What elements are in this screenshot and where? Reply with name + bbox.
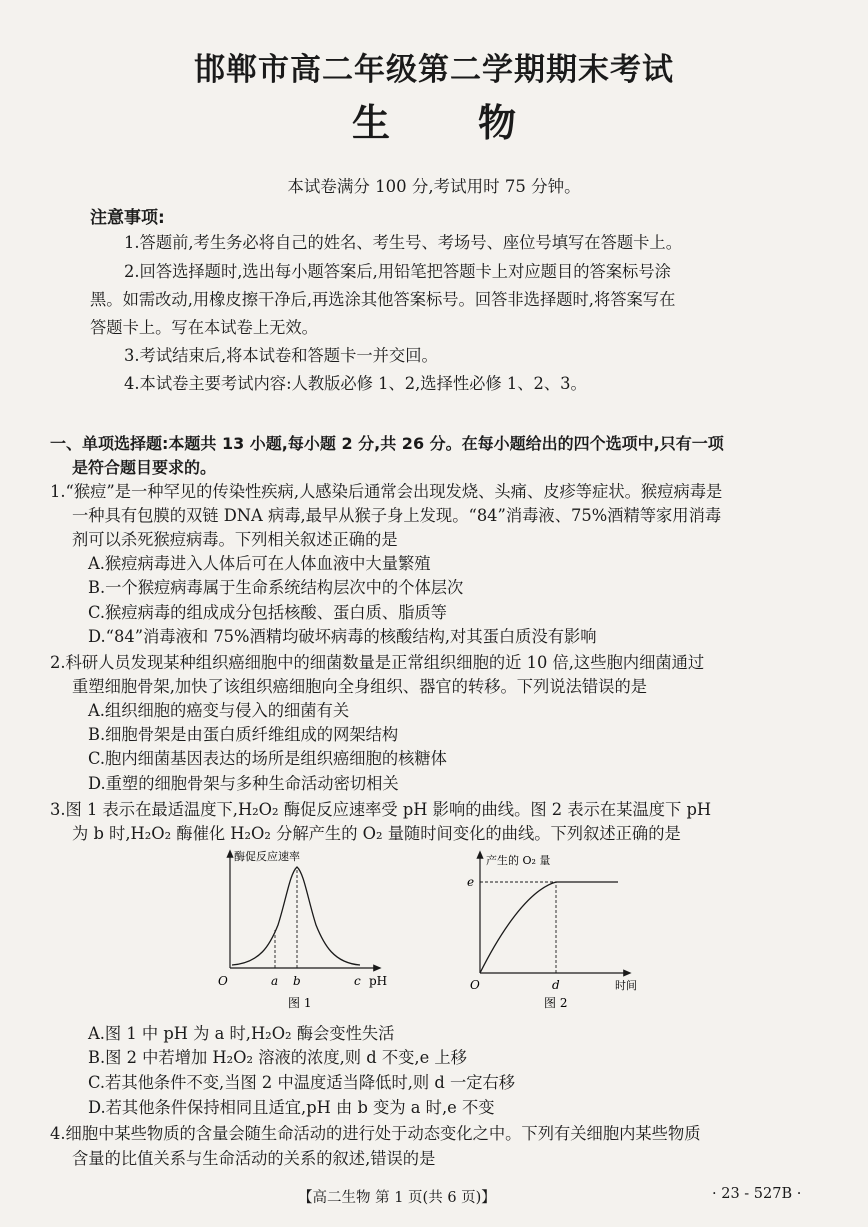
question-2-option-c: C.胞内细菌基因表达的场所是组织癌细胞的核糖体 xyxy=(88,749,447,768)
exam-info: 本试卷满分 100 分,考试用时 75 分钟。 xyxy=(287,177,581,196)
subject-title: 生物 xyxy=(351,101,604,145)
figure-1-tick-b: b xyxy=(293,974,301,988)
figure-2-tick-e: e xyxy=(467,875,475,889)
figure-1-caption: 图 1 xyxy=(288,996,312,1010)
exam-title: 邯郸市高二年级第二学期期末考试 xyxy=(194,52,674,88)
figure-1-curve xyxy=(232,867,360,965)
figure-2-origin: O xyxy=(470,978,480,992)
figure-2-xlabel: 时间 xyxy=(615,979,637,992)
notice-line: 3.考试结束后,将本试卷和答题卡一并交回。 xyxy=(124,346,438,365)
figure-1-xlabel: pH xyxy=(369,974,388,988)
question-2-option-d: D.重塑的细胞骨架与多种生命活动密切相关 xyxy=(88,774,399,793)
question-1-stem: 1.“猴痘”是一种罕见的传染性疾病,人感染后通常会出现发烧、头痛、皮疹等症状。猴痘病毒是 xyxy=(50,482,723,501)
question-1-stem: 一种具有包膜的双链 DNA 病毒,最早从猴子身上发现。“84”消毒液、75%酒精等家用消毒 xyxy=(72,506,722,525)
figure-2-ylabel: 产生的 O₂ 量 xyxy=(486,854,551,867)
question-3-stem: 3.图 1 表示在最适温度下,H₂O₂ 酶促反应速率受 pH 影响的曲线。图 2 表示在某温度下 pH xyxy=(50,800,712,819)
figure-1-tick-a: a xyxy=(271,974,279,988)
notice-line: 4.本试卷主要考试内容:人教版必修 1、2,选择性必修 1、2、3。 xyxy=(124,374,587,393)
figure-2-curve xyxy=(480,882,618,973)
question-4-stem: 含量的比值关系与生命活动的关系的叙述,错误的是 xyxy=(72,1149,436,1168)
notice-line: 答题卡上。写在本试卷上无效。 xyxy=(90,318,318,337)
question-3-option-a: A.图 1 中 pH 为 a 时,H₂O₂ 酶会变性失活 xyxy=(88,1024,395,1043)
question-3-option-c: C.若其他条件不变,当图 2 中温度适当降低时,则 d 一定右移 xyxy=(88,1073,516,1092)
question-1-option-a: A.猴痘病毒进入人体后可在人体血液中大量繁殖 xyxy=(88,554,431,573)
question-4-stem: 4.细胞中某些物质的含量会随生命活动的进行处于动态变化之中。下列有关细胞内某些物质 xyxy=(50,1124,701,1143)
question-1-option-d: D.“84”消毒液和 75%酒精均破坏病毒的核酸结构,对其蛋白质没有影响 xyxy=(88,627,597,646)
question-1-option-c: C.猴痘病毒的组成成分包括核酸、蛋白质、脂质等 xyxy=(88,603,447,622)
figure-1 xyxy=(200,845,400,1015)
question-1-option-b: B.一个猴痘病毒属于生命系统结构层次中的个体层次 xyxy=(88,578,464,597)
figure-1-origin: O xyxy=(218,974,228,988)
section-heading: 一、单项选择题:本题共 13 小题,每小题 2 分,共 26 分。在每小题给出的四个选项中,只有一项 xyxy=(50,434,724,453)
question-3-option-b: B.图 2 中若增加 H₂O₂ 溶液的浓度,则 d 不变,e 上移 xyxy=(88,1048,467,1067)
notice-heading: 注意事项: xyxy=(90,208,165,228)
notice-line: 2.回答选择题时,选出每小题答案后,用铅笔把答题卡上对应题目的答案标号涂 xyxy=(124,262,671,281)
question-2-stem: 2.科研人员发现某种组织癌细胞中的细菌数量是正常组织细胞的近 10 倍,这些胞内细菌通过 xyxy=(50,653,705,672)
section-heading-cont: 是符合题目要求的。 xyxy=(72,458,217,477)
notice-line: 1.答题前,考生务必将自己的姓名、考生号、考场号、座位号填写在答题卡上。 xyxy=(124,233,682,252)
question-2-option-b: B.细胞骨架是由蛋白质纤维组成的网架结构 xyxy=(88,725,399,744)
notice-line: 黑。如需改动,用橡皮擦干净后,再选涂其他答案标号。回答非选择题时,将答案写在 xyxy=(90,290,676,309)
question-3-option-d: D.若其他条件保持相同且适宜,pH 由 b 变为 a 时,e 不变 xyxy=(88,1098,495,1117)
question-3-stem: 为 b 时,H₂O₂ 酶催化 H₂O₂ 分解产生的 O₂ 量随时间变化的曲线。下列叙述正确的是 xyxy=(72,824,681,843)
figure-2 xyxy=(460,848,660,1018)
page-footer: 【高二生物 第 1 页(共 6 页)】 xyxy=(298,1190,496,1206)
question-1-stem: 剂可以杀死猴痘病毒。下列相关叙述正确的是 xyxy=(72,530,398,549)
figure-1-ylabel: 酶促反应速率 xyxy=(234,850,300,863)
question-2-option-a: A.组织细胞的癌变与侵入的细菌有关 xyxy=(88,701,350,720)
figure-2-caption: 图 2 xyxy=(544,996,568,1010)
question-2-stem: 重塑细胞骨架,加快了该组织癌细胞向全身组织、器官的转移。下列说法错误的是 xyxy=(72,677,648,696)
paper-code: · 23 - 527B · xyxy=(712,1186,802,1202)
figure-1-tick-c: c xyxy=(354,974,361,988)
figure-2-tick-d: d xyxy=(552,978,560,992)
